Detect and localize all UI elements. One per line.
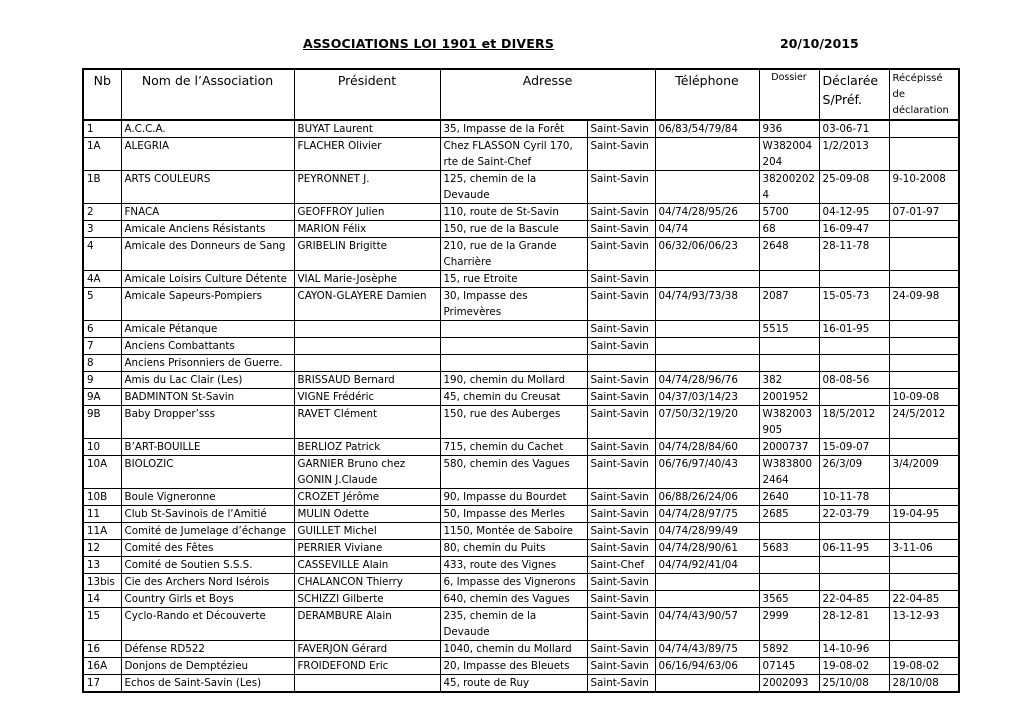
- cell-nb: 4A: [83, 271, 121, 288]
- cell-president: FROIDEFOND Eric: [294, 658, 440, 675]
- cell-receipt: [889, 439, 959, 456]
- cell-address: 90, Impasse du Bourdet: [440, 489, 587, 506]
- cell-receipt: 28/10/08: [889, 675, 959, 693]
- cell-declared: [819, 523, 889, 540]
- column-header-address: Adresse: [440, 69, 655, 120]
- cell-association: Cyclo-Rando et Découverte: [121, 608, 294, 641]
- cell-declared: 15-09-07: [819, 439, 889, 456]
- cell-association: Country Girls et Boys: [121, 591, 294, 608]
- cell-city: Saint-Savin: [587, 591, 655, 608]
- cell-nb: 1: [83, 120, 121, 138]
- table-row: [83, 406, 959, 439]
- cell-nb: 5: [83, 288, 121, 321]
- cell-phone: [655, 675, 759, 693]
- cell-declared: 14-10-96: [819, 641, 889, 658]
- column-header-phone: Téléphone: [655, 69, 759, 120]
- cell-address: 45, route de Ruy: [440, 675, 587, 693]
- cell-address: 110, route de St-Savin: [440, 204, 587, 221]
- cell-address: 15, rue Etroite: [440, 271, 587, 288]
- cell-receipt: 9-10-2008: [889, 171, 959, 204]
- cell-city: Saint-Savin: [587, 641, 655, 658]
- cell-nb: 10: [83, 439, 121, 456]
- cell-nb: 13: [83, 557, 121, 574]
- cell-president: VIAL Marie-Josèphe: [294, 271, 440, 288]
- cell-phone: [655, 591, 759, 608]
- cell-phone: [655, 171, 759, 204]
- cell-receipt: [889, 238, 959, 271]
- table-row: [83, 204, 959, 221]
- cell-president: FAVERJON Gérard: [294, 641, 440, 658]
- cell-declared: [819, 389, 889, 406]
- cell-declared: 18/5/2012: [819, 406, 889, 439]
- cell-association: Anciens Combattants: [121, 338, 294, 355]
- cell-declared: 10-11-78: [819, 489, 889, 506]
- cell-city: Saint-Savin: [587, 658, 655, 675]
- cell-address: [440, 355, 587, 372]
- cell-address: 210, rue de la Grande Charrière: [440, 238, 587, 271]
- cell-president: GRIBELIN Brigitte: [294, 238, 440, 271]
- cell-association: FNACA: [121, 204, 294, 221]
- cell-city: Saint-Savin: [587, 608, 655, 641]
- cell-association: Cie des Archers Nord Isérois: [121, 574, 294, 591]
- table-row: [83, 591, 959, 608]
- cell-president: GUILLET Michel: [294, 523, 440, 540]
- cell-receipt: [889, 271, 959, 288]
- cell-dossier: 2999: [759, 608, 819, 641]
- cell-president: CHALANCON Thierry: [294, 574, 440, 591]
- cell-receipt: 10-09-08: [889, 389, 959, 406]
- cell-nb: 6: [83, 321, 121, 338]
- table-row: [83, 138, 959, 171]
- cell-declared: 15-05-73: [819, 288, 889, 321]
- cell-declared: 26/3/09: [819, 456, 889, 489]
- cell-address: 640, chemin des Vagues: [440, 591, 587, 608]
- cell-nb: 9A: [83, 389, 121, 406]
- table-row: [83, 658, 959, 675]
- cell-city: Saint-Savin: [587, 540, 655, 557]
- cell-address: 1040, chemin du Mollard: [440, 641, 587, 658]
- table-body: [83, 120, 959, 692]
- cell-receipt: 22-04-85: [889, 591, 959, 608]
- cell-association: ALEGRIA: [121, 138, 294, 171]
- cell-phone: 04/74/28/90/61: [655, 540, 759, 557]
- cell-president: [294, 675, 440, 693]
- table-row: [83, 608, 959, 641]
- cell-president: PEYRONNET J.: [294, 171, 440, 204]
- cell-nb: 8: [83, 355, 121, 372]
- cell-dossier: [759, 523, 819, 540]
- table-row: [83, 338, 959, 355]
- cell-city: Saint-Savin: [587, 271, 655, 288]
- cell-phone: [655, 338, 759, 355]
- cell-phone: 06/88/26/24/06: [655, 489, 759, 506]
- table-row: [83, 288, 959, 321]
- cell-receipt: [889, 138, 959, 171]
- cell-declared: 19-08-02: [819, 658, 889, 675]
- cell-phone: [655, 271, 759, 288]
- cell-dossier: 5683: [759, 540, 819, 557]
- cell-phone: 04/74/28/95/26: [655, 204, 759, 221]
- cell-phone: [655, 574, 759, 591]
- cell-city: Saint-Savin: [587, 238, 655, 271]
- cell-association: ARTS COULEURS: [121, 171, 294, 204]
- cell-dossier: W383800 2464: [759, 456, 819, 489]
- cell-phone: 04/74/28/84/60: [655, 439, 759, 456]
- cell-association: Club St-Savinois de l’Amitié: [121, 506, 294, 523]
- cell-president: MULIN Odette: [294, 506, 440, 523]
- table-row: [83, 321, 959, 338]
- cell-declared: [819, 557, 889, 574]
- cell-dossier: [759, 574, 819, 591]
- cell-city: Saint-Savin: [587, 338, 655, 355]
- cell-nb: 1B: [83, 171, 121, 204]
- cell-dossier: 5892: [759, 641, 819, 658]
- cell-dossier: 382002024: [759, 171, 819, 204]
- cell-president: GEOFFROY Julien: [294, 204, 440, 221]
- cell-receipt: 19-04-95: [889, 506, 959, 523]
- cell-nb: 9B: [83, 406, 121, 439]
- table-row: [83, 675, 959, 693]
- cell-city: Saint-Savin: [587, 221, 655, 238]
- cell-phone: 04/74/28/96/76: [655, 372, 759, 389]
- cell-declared: 25-09-08: [819, 171, 889, 204]
- cell-declared: 06-11-95: [819, 540, 889, 557]
- cell-association: Amis du Lac Clair (Les): [121, 372, 294, 389]
- cell-nb: 16A: [83, 658, 121, 675]
- column-header-dossier: Dossier: [759, 69, 819, 120]
- cell-dossier: 2001952: [759, 389, 819, 406]
- cell-declared: 04-12-95: [819, 204, 889, 221]
- cell-association: Comité de Soutien S.S.S.: [121, 557, 294, 574]
- cell-receipt: [889, 221, 959, 238]
- cell-association: Echos de Saint-Savin (Les): [121, 675, 294, 693]
- cell-president: CROZET Jérôme: [294, 489, 440, 506]
- cell-dossier: [759, 355, 819, 372]
- column-header-president: Président: [294, 69, 440, 120]
- table-row: [83, 456, 959, 489]
- cell-dossier: 3565: [759, 591, 819, 608]
- document-title: ASSOCIATIONS LOI 1901 et DIVERS: [303, 36, 555, 51]
- cell-declared: 28-12-81: [819, 608, 889, 641]
- cell-city: Saint-Savin: [587, 675, 655, 693]
- cell-dossier: [759, 338, 819, 355]
- cell-nb: 15: [83, 608, 121, 641]
- cell-address: 45, chemin du Creusat: [440, 389, 587, 406]
- cell-association: Comité des Fêtes: [121, 540, 294, 557]
- cell-association: Comité de Jumelage d’échange: [121, 523, 294, 540]
- table-row: [83, 238, 959, 271]
- cell-declared: [819, 271, 889, 288]
- cell-nb: 7: [83, 338, 121, 355]
- table-row: [83, 439, 959, 456]
- cell-city: Saint-Savin: [587, 204, 655, 221]
- cell-nb: 1A: [83, 138, 121, 171]
- cell-declared: 16-09-47: [819, 221, 889, 238]
- cell-nb: 13bis: [83, 574, 121, 591]
- associations-table: [82, 68, 960, 693]
- cell-address: 125, chemin de la Devaude: [440, 171, 587, 204]
- cell-address: 35, Impasse de la Forêt: [440, 120, 587, 138]
- cell-phone: 06/83/54/79/84: [655, 120, 759, 138]
- cell-address: [440, 321, 587, 338]
- cell-association: Amicale Loisirs Culture Détente: [121, 271, 294, 288]
- cell-nb: 9: [83, 372, 121, 389]
- cell-nb: 11: [83, 506, 121, 523]
- cell-address: 80, chemin du Puits: [440, 540, 587, 557]
- cell-association: A.C.C.A.: [121, 120, 294, 138]
- cell-declared: [819, 338, 889, 355]
- table-row: [83, 389, 959, 406]
- cell-receipt: 3-11-06: [889, 540, 959, 557]
- cell-phone: 06/16/94/63/06: [655, 658, 759, 675]
- cell-dossier: 382: [759, 372, 819, 389]
- table-row: [83, 557, 959, 574]
- cell-declared: [819, 355, 889, 372]
- table-row: [83, 120, 959, 138]
- cell-address: 715, chemin du Cachet: [440, 439, 587, 456]
- cell-city: Saint-Savin: [587, 372, 655, 389]
- cell-phone: 06/76/97/40/43: [655, 456, 759, 489]
- cell-association: BADMINTON St-Savin: [121, 389, 294, 406]
- cell-city: Saint-Savin: [587, 574, 655, 591]
- table-header-row: [83, 69, 959, 120]
- cell-phone: 04/74/93/73/38: [655, 288, 759, 321]
- cell-nb: 17: [83, 675, 121, 693]
- cell-dossier: 2000737: [759, 439, 819, 456]
- cell-receipt: [889, 120, 959, 138]
- cell-declared: 08-08-56: [819, 372, 889, 389]
- cell-receipt: 13-12-93: [889, 608, 959, 641]
- cell-address: 1150, Montée de Saboire: [440, 523, 587, 540]
- cell-city: Saint-Savin: [587, 288, 655, 321]
- cell-dossier: 2087: [759, 288, 819, 321]
- column-header-nb: Nb: [83, 69, 121, 120]
- cell-association: Amicale des Donneurs de Sang: [121, 238, 294, 271]
- cell-city: Saint-Savin: [587, 456, 655, 489]
- cell-receipt: [889, 641, 959, 658]
- cell-phone: 07/50/32/19/20: [655, 406, 759, 439]
- cell-dossier: 5700: [759, 204, 819, 221]
- cell-dossier: W382003 905: [759, 406, 819, 439]
- cell-city: Saint-Chef: [587, 557, 655, 574]
- cell-phone: 04/37/03/14/23: [655, 389, 759, 406]
- document-date: 20/10/2015: [780, 36, 859, 51]
- cell-declared: 16-01-95: [819, 321, 889, 338]
- cell-address: 580, chemin des Vagues: [440, 456, 587, 489]
- cell-declared: 25/10/08: [819, 675, 889, 693]
- cell-phone: 04/74/43/89/75: [655, 641, 759, 658]
- cell-association: BIOLOZIC: [121, 456, 294, 489]
- cell-president: BRISSAUD Bernard: [294, 372, 440, 389]
- cell-city: Saint-Savin: [587, 321, 655, 338]
- cell-declared: 22-03-79: [819, 506, 889, 523]
- cell-phone: [655, 321, 759, 338]
- cell-address: 433, route des Vignes: [440, 557, 587, 574]
- cell-association: Anciens Prisonniers de Guerre.: [121, 355, 294, 372]
- table-row: [83, 523, 959, 540]
- cell-address: 6, Impasse des Vignerons: [440, 574, 587, 591]
- cell-dossier: [759, 271, 819, 288]
- cell-nb: 14: [83, 591, 121, 608]
- table-row: [83, 489, 959, 506]
- cell-nb: 12: [83, 540, 121, 557]
- cell-president: BERLIOZ Patrick: [294, 439, 440, 456]
- cell-dossier: 936: [759, 120, 819, 138]
- table-row: [83, 271, 959, 288]
- cell-association: Amicale Anciens Résistants: [121, 221, 294, 238]
- column-header-association: Nom de l’Association: [121, 69, 294, 120]
- cell-address: 190, chemin du Mollard: [440, 372, 587, 389]
- cell-declared: 03-06-71: [819, 120, 889, 138]
- cell-nb: 10B: [83, 489, 121, 506]
- cell-nb: 16: [83, 641, 121, 658]
- cell-receipt: 3/4/2009: [889, 456, 959, 489]
- cell-association: Défense RD522: [121, 641, 294, 658]
- cell-address: [440, 338, 587, 355]
- cell-phone: [655, 355, 759, 372]
- cell-address: 30, Impasse des Primevères: [440, 288, 587, 321]
- cell-receipt: 24/5/2012: [889, 406, 959, 439]
- cell-nb: 11A: [83, 523, 121, 540]
- cell-address: 50, Impasse des Merles: [440, 506, 587, 523]
- cell-president: GARNIER Bruno chez GONIN J.Claude: [294, 456, 440, 489]
- cell-dossier: [759, 557, 819, 574]
- cell-city: Saint-Savin: [587, 389, 655, 406]
- cell-dossier: 07145: [759, 658, 819, 675]
- table-row: [83, 355, 959, 372]
- table-row: [83, 506, 959, 523]
- cell-president: SCHIZZI Gilberte: [294, 591, 440, 608]
- cell-association: Boule Vigneronne: [121, 489, 294, 506]
- table-row: [83, 574, 959, 591]
- cell-city: Saint-Savin: [587, 506, 655, 523]
- cell-address: 20, Impasse des Bleuets: [440, 658, 587, 675]
- cell-nb: 2: [83, 204, 121, 221]
- cell-dossier: 2640: [759, 489, 819, 506]
- cell-receipt: 07-01-97: [889, 204, 959, 221]
- cell-phone: 04/74/28/97/75: [655, 506, 759, 523]
- cell-declared: 28-11-78: [819, 238, 889, 271]
- cell-nb: 3: [83, 221, 121, 238]
- cell-president: VIGNE Frédéric: [294, 389, 440, 406]
- column-header-declared: Déclarée S/Préf.: [819, 69, 889, 120]
- cell-receipt: [889, 321, 959, 338]
- table-row: [83, 372, 959, 389]
- cell-president: RAVET Clément: [294, 406, 440, 439]
- cell-city: Saint-Savin: [587, 406, 655, 439]
- cell-receipt: [889, 338, 959, 355]
- cell-receipt: [889, 355, 959, 372]
- column-header-receipt: Récépissé de déclaration: [889, 69, 959, 120]
- cell-association: Baby Dropper’sss: [121, 406, 294, 439]
- cell-phone: 04/74: [655, 221, 759, 238]
- table-row: [83, 641, 959, 658]
- cell-association: Amicale Pétanque: [121, 321, 294, 338]
- cell-phone: 06/32/06/06/23: [655, 238, 759, 271]
- cell-dossier: 5515: [759, 321, 819, 338]
- cell-city: Saint-Savin: [587, 171, 655, 204]
- cell-phone: [655, 138, 759, 171]
- cell-declared: 1/2/2013: [819, 138, 889, 171]
- cell-dossier: 2002093: [759, 675, 819, 693]
- cell-declared: [819, 574, 889, 591]
- cell-dossier: 2648: [759, 238, 819, 271]
- cell-address: 150, rue de la Bascule: [440, 221, 587, 238]
- cell-receipt: [889, 523, 959, 540]
- cell-city: Saint-Savin: [587, 120, 655, 138]
- cell-city: Saint-Savin: [587, 439, 655, 456]
- cell-receipt: 24-09-98: [889, 288, 959, 321]
- cell-president: BUYAT Laurent: [294, 120, 440, 138]
- cell-president: FLACHER Olivier: [294, 138, 440, 171]
- cell-receipt: [889, 372, 959, 389]
- cell-receipt: 19-08-02: [889, 658, 959, 675]
- cell-association: Amicale Sapeurs-Pompiers: [121, 288, 294, 321]
- cell-declared: 22-04-85: [819, 591, 889, 608]
- cell-city: Saint-Savin: [587, 138, 655, 171]
- cell-address: Chez FLASSON Cyril 170, rte de Saint-Chef: [440, 138, 587, 171]
- cell-phone: 04/74/92/41/04: [655, 557, 759, 574]
- cell-city: [587, 355, 655, 372]
- cell-association: B’ART-BOUILLE: [121, 439, 294, 456]
- cell-president: [294, 338, 440, 355]
- cell-president: MARION Félix: [294, 221, 440, 238]
- cell-phone: 04/74/43/90/57: [655, 608, 759, 641]
- cell-city: Saint-Savin: [587, 489, 655, 506]
- cell-association: Donjons de Demptézieu: [121, 658, 294, 675]
- cell-phone: 04/74/28/99/49: [655, 523, 759, 540]
- table-row: [83, 540, 959, 557]
- cell-president: DERAMBURE Alain: [294, 608, 440, 641]
- cell-receipt: [889, 557, 959, 574]
- cell-city: Saint-Savin: [587, 523, 655, 540]
- cell-nb: 10A: [83, 456, 121, 489]
- table-row: [83, 221, 959, 238]
- table-row: [83, 171, 959, 204]
- cell-receipt: [889, 574, 959, 591]
- cell-president: CAYON-GLAYERE Damien: [294, 288, 440, 321]
- cell-address: 235, chemin de la Devaude: [440, 608, 587, 641]
- cell-dossier: 2685: [759, 506, 819, 523]
- cell-receipt: [889, 489, 959, 506]
- cell-president: CASSEVILLE Alain: [294, 557, 440, 574]
- cell-president: [294, 355, 440, 372]
- cell-dossier: 68: [759, 221, 819, 238]
- cell-address: 150, rue des Auberges: [440, 406, 587, 439]
- cell-dossier: W382004 204: [759, 138, 819, 171]
- cell-president: PERRIER Viviane: [294, 540, 440, 557]
- cell-nb: 4: [83, 238, 121, 271]
- cell-president: [294, 321, 440, 338]
